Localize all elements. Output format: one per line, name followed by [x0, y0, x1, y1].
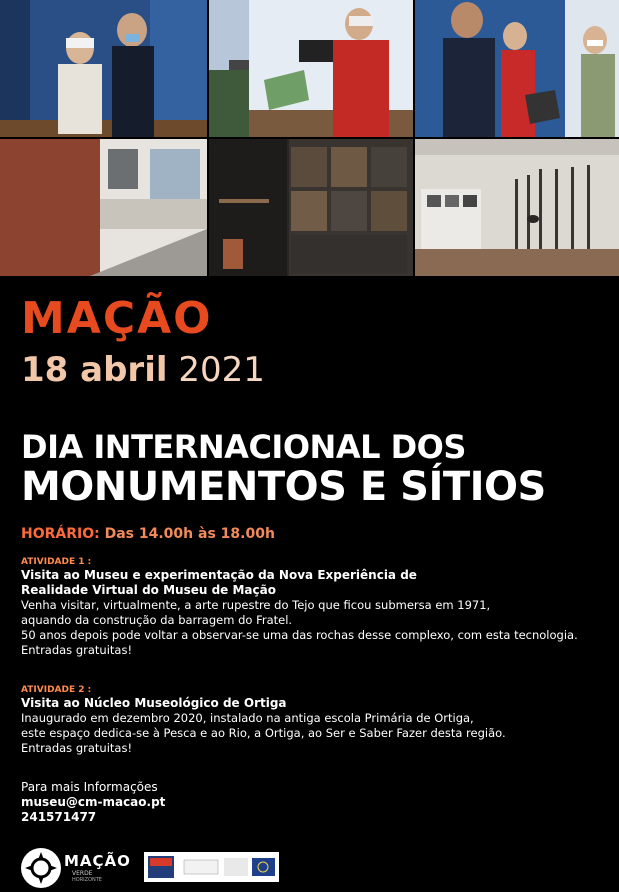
activity-label: ATIVIDADE 1 :	[21, 557, 92, 567]
photo-vr-visitors	[0, 0, 207, 137]
schedule	[21, 526, 275, 542]
activity-heading: Visita ao Núcleo Museológico de Ortiga	[21, 696, 287, 710]
photo-collage	[0, 0, 619, 276]
activity-text: Entradas gratuitas!	[21, 741, 133, 755]
activity-1	[21, 556, 611, 658]
event-title-line1: DIA INTERNACIONAL DOS	[21, 428, 466, 466]
schedule-label: HORÁRIO:	[21, 526, 100, 542]
activity-text: aquando da construção da barragem do Fratel.	[21, 613, 293, 627]
footer-logo-sub2: HORIZONTE	[72, 877, 102, 883]
schedule-value: Das 14.00h às 18.00h	[104, 526, 275, 542]
partner-logos-band	[144, 852, 279, 882]
activity-text: 50 anos depois pode voltar a observar-se uma das rochas desse complexo, com esta tecnologia.	[21, 628, 578, 642]
contact-intro: Para mais Informações	[21, 780, 158, 794]
photo-tools-wall	[415, 139, 619, 276]
activity-label: ATIVIDADE 2 :	[21, 685, 92, 695]
contact-info	[21, 780, 165, 825]
event-date	[21, 350, 265, 390]
photo-nucleo-sign	[0, 139, 207, 276]
activity-heading: Visita ao Museu e experimentação da Nova Experiência de	[21, 568, 417, 582]
activity-text: Inaugurado em dezembro 2020, instalado na antiga escola Primária de Ortiga,	[21, 711, 474, 725]
town-name: MAÇÃO	[21, 293, 213, 344]
photo-exhibit-shelves	[209, 139, 413, 276]
photo-tablet-visitors	[209, 0, 413, 137]
footer-logos	[0, 843, 619, 892]
photo-group-masks	[415, 0, 619, 137]
contact-email[interactable]: museu@cm-macao.pt	[21, 795, 166, 809]
macao-logo-icon	[21, 848, 61, 888]
contact-phone[interactable]: 241571477	[21, 810, 97, 824]
activity-text: Venha visitar, virtualmente, a arte rupestre do Tejo que ficou submersa em 1971,	[21, 598, 491, 612]
activity-2	[21, 684, 611, 756]
date-year: 2021	[178, 350, 265, 390]
activity-text: Entradas gratuitas!	[21, 643, 133, 657]
activity-heading: Realidade Virtual do Museu de Mação	[21, 583, 276, 597]
footer-logo-sub: VERDE	[72, 870, 93, 877]
date-day: 18 abril	[21, 350, 168, 390]
footer-logo-name: MAÇÃO	[64, 852, 131, 870]
activity-text: este espaço dedica-se à Pesca e ao Rio, a Ortiga, ao Ser e Saber Fazer desta região.	[21, 726, 506, 740]
event-title-line2: MONUMENTOS E SÍTIOS	[21, 464, 546, 510]
